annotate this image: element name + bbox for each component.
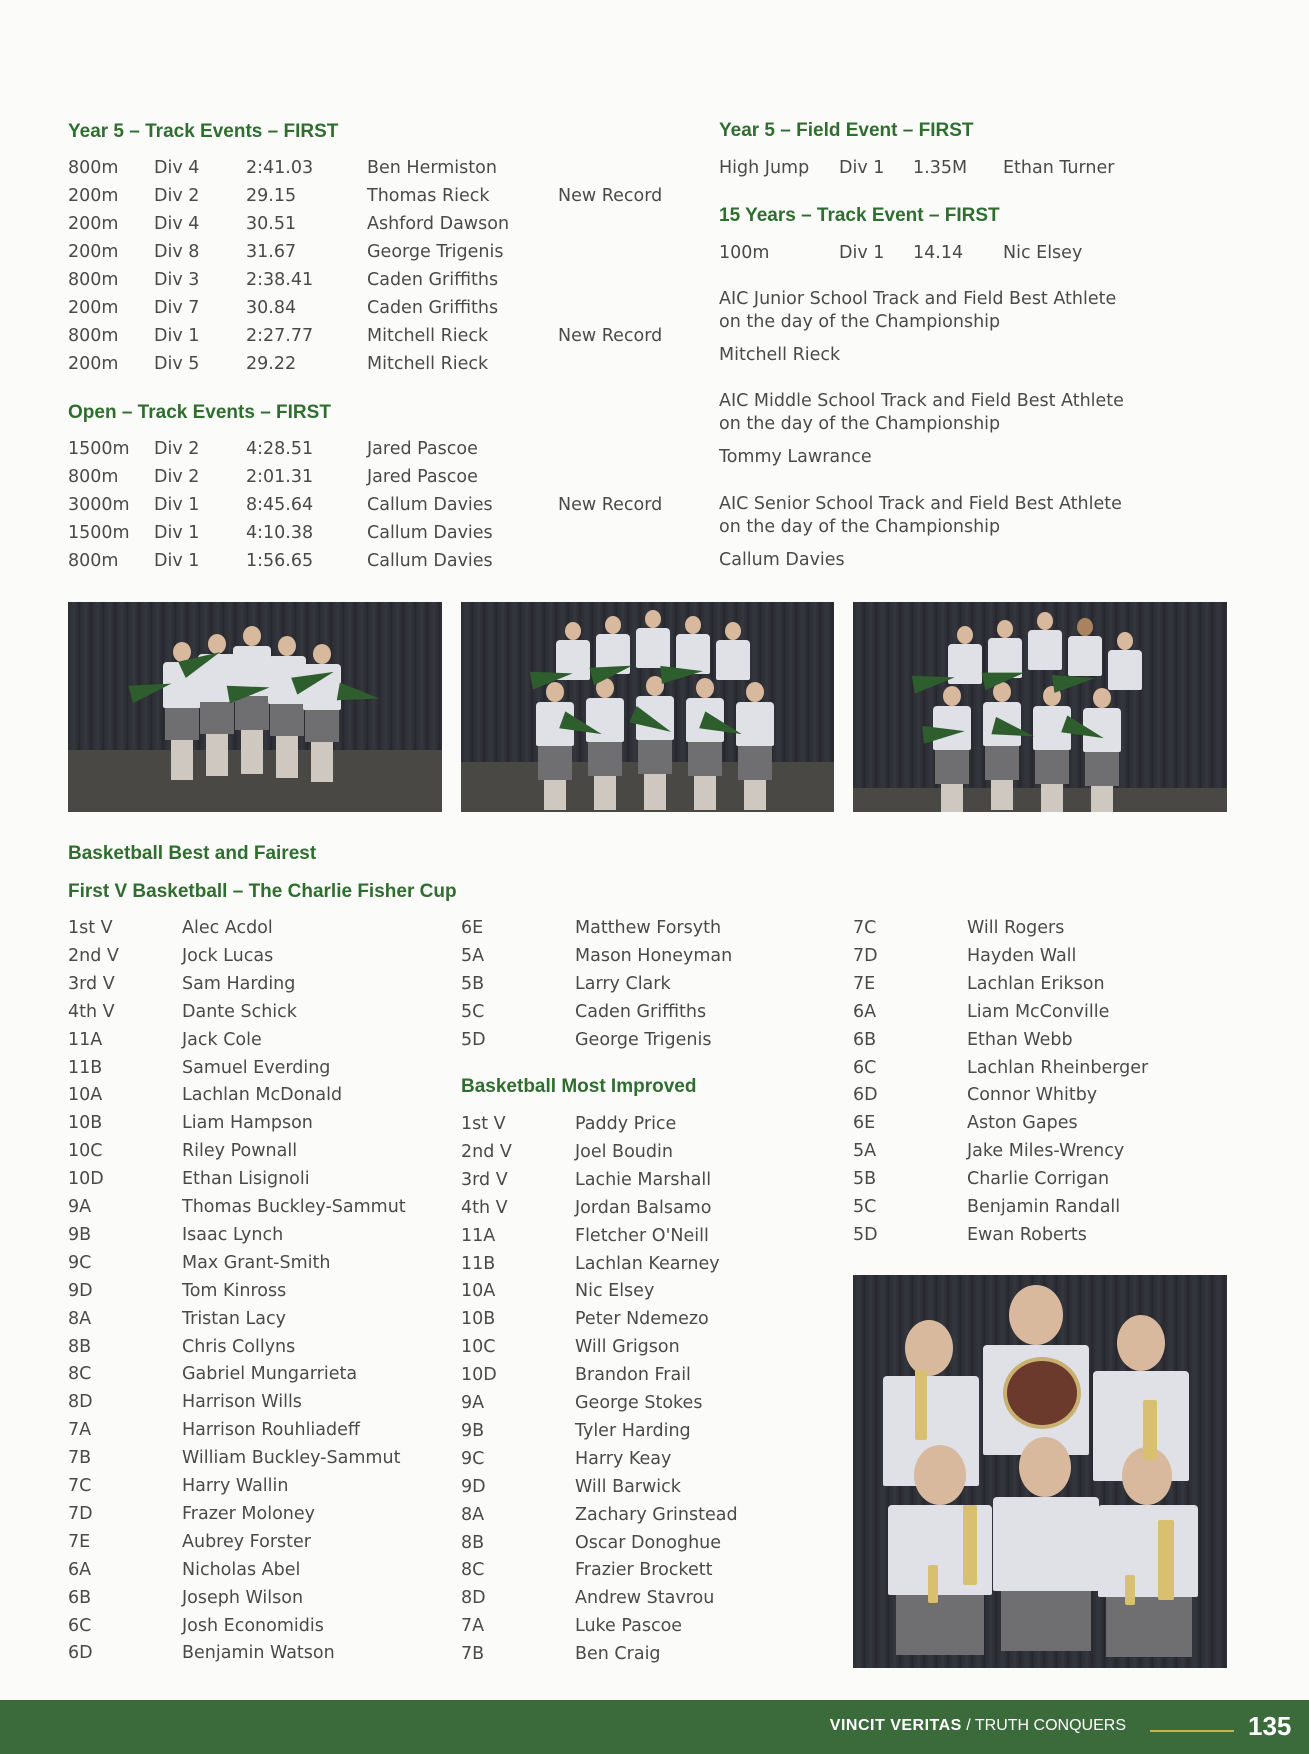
team-cell: 8A <box>68 1308 92 1329</box>
team-cell: 9D <box>461 1476 486 1497</box>
name-cell: Frazer Moloney <box>182 1503 316 1524</box>
name-cell: Jared Pascoe <box>367 467 478 487</box>
name-cell: Isaac Lynch <box>182 1224 284 1245</box>
div-cell: Div 5 <box>154 354 200 374</box>
team-cell: 11A <box>461 1225 496 1246</box>
name-cell: Ethan Turner <box>1003 158 1115 178</box>
div-cell: Div 1 <box>154 551 200 571</box>
charlie-fisher-cup-heading: First V Basketball – The Charlie Fisher Cup <box>68 881 457 902</box>
name-cell: Jake Miles-Wrency <box>967 1141 1125 1162</box>
most-improved-heading: Basketball Most Improved <box>461 1076 697 1097</box>
time-cell: 4:28.51 <box>246 439 314 459</box>
name-cell: Lachlan Rheinberger <box>967 1057 1149 1078</box>
name-cell: Max Grant-Smith <box>182 1252 331 1273</box>
name-cell: Callum Davies <box>367 523 493 543</box>
name-cell: Zachary Grinstead <box>575 1504 738 1525</box>
team-cell: 10A <box>68 1085 103 1106</box>
team-cell: 5A <box>461 945 485 966</box>
name-cell: Riley Pownall <box>182 1141 298 1162</box>
name-cell: Jack Cole <box>182 1029 262 1050</box>
middle-best-athlete-title-1: AIC Middle School Track and Field Best Athlete <box>719 391 1124 411</box>
name-cell: Ethan Webb <box>967 1029 1073 1050</box>
name-cell: Mitchell Rieck <box>367 354 489 374</box>
div-cell: Div 1 <box>154 523 200 543</box>
name-cell: Caden Griffiths <box>367 270 499 290</box>
name-cell: Nic Elsey <box>1003 243 1083 263</box>
team-cell: 10B <box>68 1113 103 1134</box>
team-cell: 6B <box>68 1587 92 1608</box>
team-cell: 9A <box>461 1393 485 1413</box>
time-cell: 2:41.03 <box>246 158 314 178</box>
note-cell: New Record <box>558 326 663 346</box>
time-cell: 2:27.77 <box>246 326 314 346</box>
team-cell: 4th V <box>68 1001 115 1022</box>
name-cell: Josh Economidis <box>182 1615 324 1636</box>
page-number: 135 <box>1248 1711 1292 1741</box>
name-cell: Tom Kinross <box>182 1280 287 1301</box>
year5-field-heading: Year 5 – Field Event – FIRST <box>719 120 974 141</box>
senior-best-athlete-title-1: AIC Senior School Track and Field Best Athlete <box>719 494 1122 514</box>
team-cell: 3rd V <box>461 1169 508 1190</box>
team-cell: 9C <box>68 1252 92 1273</box>
name-cell: Will Rogers <box>967 918 1065 938</box>
team-cell: 10B <box>461 1309 496 1330</box>
name-cell: Thomas Buckley-Sammut <box>182 1197 406 1217</box>
team-photo-pennants-2 <box>461 602 834 812</box>
name-cell: Peter Ndemezo <box>575 1309 709 1330</box>
name-cell: Tristan Lacy <box>182 1308 286 1329</box>
event-cell: 1500m <box>68 523 130 543</box>
name-cell: Matthew Forsyth <box>575 918 722 938</box>
team-cell: 6A <box>853 1001 877 1022</box>
name-cell: Caden Griffiths <box>575 1001 707 1022</box>
team-cell: 1st V <box>68 918 113 938</box>
senior-best-athlete-title-2: on the day of the Championship <box>719 517 1001 537</box>
name-cell: Charlie Corrigan <box>967 1169 1110 1190</box>
team-cell: 5D <box>853 1224 878 1245</box>
team-cell: 5A <box>853 1141 877 1162</box>
trophy-icon <box>1143 1400 1157 1460</box>
div-cell: Div 1 <box>839 158 885 178</box>
name-cell: Benjamin Randall <box>967 1197 1121 1217</box>
name-cell: Will Barwick <box>575 1476 681 1497</box>
time-cell: 4:10.38 <box>246 523 314 543</box>
name-cell: Jock Lucas <box>182 945 274 966</box>
time-cell: 29.15 <box>246 186 297 206</box>
team-cell: 9C <box>461 1448 485 1469</box>
open-track-heading: Open – Track Events – FIRST <box>68 402 331 423</box>
name-cell: Tyler Harding <box>575 1420 691 1441</box>
team-cell: 8A <box>461 1504 485 1525</box>
time-cell: 2:01.31 <box>246 467 314 487</box>
div-cell: Div 4 <box>154 214 200 234</box>
trophy-icon <box>963 1505 977 1585</box>
name-cell: Callum Davies <box>367 495 493 515</box>
note-cell: New Record <box>558 495 663 515</box>
middle-best-athlete-title-2: on the day of the Championship <box>719 414 1001 434</box>
team-cell: 10A <box>461 1281 496 1302</box>
name-cell: Harrison Wills <box>182 1392 302 1413</box>
name-cell: Aubrey Forster <box>182 1531 311 1552</box>
senior-best-athlete-name: Callum Davies <box>719 550 845 570</box>
team-cell: 6A <box>68 1559 92 1580</box>
team-cell: 8B <box>68 1336 92 1357</box>
team-cell: 8D <box>461 1588 486 1609</box>
event-cell: 200m <box>68 186 119 206</box>
team-cell: 9B <box>68 1224 92 1245</box>
team-cell: 10D <box>68 1169 104 1190</box>
name-cell: Mason Honeyman <box>575 945 733 966</box>
div-cell: Div 2 <box>154 467 200 487</box>
team-cell: 7A <box>68 1420 92 1441</box>
junior-best-athlete-title-1: AIC Junior School Track and Field Best Athlete <box>719 289 1117 309</box>
team-cell: 10C <box>461 1337 496 1358</box>
div-cell: Div 8 <box>154 242 200 262</box>
name-cell: Jared Pascoe <box>367 439 478 459</box>
team-cell: 10C <box>68 1141 103 1162</box>
team-cell: 11B <box>461 1253 496 1274</box>
trophy-icon <box>1158 1520 1174 1600</box>
div-cell: Div 2 <box>154 439 200 459</box>
team-cell: 6C <box>853 1057 877 1078</box>
note-cell: New Record <box>558 186 663 206</box>
middle-best-athlete-name: Tommy Lawrance <box>719 447 872 467</box>
div-cell: Div 1 <box>154 326 200 346</box>
event-cell: 1500m <box>68 439 130 459</box>
footer-divider <box>1150 1730 1234 1732</box>
name-cell: Joel Boudin <box>575 1141 673 1162</box>
team-cell: 7C <box>68 1476 92 1496</box>
time-cell: 2:38.41 <box>246 270 314 290</box>
event-cell: 800m <box>68 326 119 346</box>
name-cell: George Stokes <box>575 1393 703 1413</box>
time-cell: 29.22 <box>246 354 297 374</box>
name-cell: Oscar Donoghue <box>575 1532 722 1553</box>
name-cell: Thomas Rieck <box>367 186 490 206</box>
div-cell: Div 3 <box>154 270 200 290</box>
junior-best-athlete-title-2: on the day of the Championship <box>719 312 1001 332</box>
trophy-icon <box>1125 1575 1135 1605</box>
event-cell: 3000m <box>68 495 130 515</box>
team-cell: 9B <box>461 1420 485 1441</box>
team-cell: 7B <box>68 1448 92 1469</box>
team-cell: 7B <box>461 1644 485 1665</box>
team-cell: 6D <box>68 1643 93 1664</box>
team-cell: 1st V <box>461 1114 506 1134</box>
team-cell: 9A <box>68 1197 92 1217</box>
team-cell: 7A <box>461 1616 485 1637</box>
name-cell: Lachlan Erikson <box>967 973 1105 994</box>
team-cell: 8C <box>68 1364 92 1385</box>
div-cell: Div 2 <box>154 186 200 206</box>
team-cell: 7C <box>853 918 877 938</box>
result-cell: 1.35M <box>913 158 968 178</box>
shield-trophy-icon <box>1003 1357 1081 1429</box>
team-cell: 10D <box>461 1365 497 1386</box>
name-cell: Lachlan Kearney <box>575 1253 720 1274</box>
team-cell: 6B <box>853 1029 877 1050</box>
name-cell: Harrison Rouhliadeff <box>182 1420 360 1441</box>
time-cell: 1:56.65 <box>246 551 314 571</box>
event-cell: 200m <box>68 298 119 318</box>
time-cell: 30.84 <box>246 298 297 318</box>
time-cell: 30.51 <box>246 214 297 234</box>
team-cell: 11A <box>68 1029 103 1050</box>
year5-track-heading: Year 5 – Track Events – FIRST <box>68 121 339 142</box>
years15-track-heading: 15 Years – Track Event – FIRST <box>719 205 1000 226</box>
name-cell: Nic Elsey <box>575 1281 655 1302</box>
name-cell: Ethan Lisignoli <box>182 1169 310 1190</box>
team-cell: 4th V <box>461 1197 508 1218</box>
name-cell: Ben Craig <box>575 1644 661 1665</box>
team-cell: 5C <box>461 1001 485 1022</box>
name-cell: Connor Whitby <box>967 1085 1098 1106</box>
trophy-icon <box>915 1370 927 1440</box>
name-cell: Ben Hermiston <box>367 158 497 178</box>
team-cell: 6D <box>853 1085 878 1106</box>
name-cell: Alec Acdol <box>182 918 273 938</box>
team-cell: 8B <box>461 1532 485 1553</box>
name-cell: Aston Gapes <box>967 1113 1078 1134</box>
name-cell: Nicholas Abel <box>182 1559 301 1580</box>
team-cell: 7D <box>853 945 878 966</box>
name-cell: George Trigenis <box>575 1029 712 1050</box>
name-cell: Mitchell Rieck <box>367 326 489 346</box>
name-cell: Larry Clark <box>575 973 671 994</box>
name-cell: Harry Wallin <box>182 1476 289 1496</box>
motto-rest: / TRUTH CONQUERS <box>961 1717 1126 1734</box>
junior-best-athlete-name: Mitchell Rieck <box>719 345 841 365</box>
event-cell: 200m <box>68 354 119 374</box>
div-cell: Div 1 <box>839 243 885 263</box>
name-cell: Samuel Everding <box>182 1057 331 1078</box>
team-cell: 7D <box>68 1503 93 1524</box>
name-cell: Luke Pascoe <box>575 1616 683 1637</box>
team-cell: 5C <box>853 1197 877 1217</box>
trophy-icon <box>928 1565 938 1603</box>
school-motto <box>830 1717 1126 1735</box>
event-cell: 100m <box>719 243 770 263</box>
name-cell: Harry Keay <box>575 1448 672 1469</box>
name-cell: Chris Collyns <box>182 1336 296 1357</box>
page-footer <box>0 1700 1309 1754</box>
team-cell: 9D <box>68 1280 93 1301</box>
team-cell: 11B <box>68 1057 103 1078</box>
event-cell: 200m <box>68 214 119 234</box>
name-cell: Will Grigson <box>575 1337 680 1358</box>
name-cell: Andrew Stavrou <box>575 1588 715 1609</box>
name-cell: Jordan Balsamo <box>575 1197 712 1218</box>
name-cell: Frazier Brockett <box>575 1560 713 1581</box>
name-cell: Fletcher O'Neill <box>575 1225 709 1246</box>
event-cell: 800m <box>68 551 119 571</box>
trophy-winners-photo <box>853 1275 1227 1668</box>
basketball-best-fairest-heading: Basketball Best and Fairest <box>68 843 317 864</box>
team-cell: 6E <box>461 918 484 938</box>
team-cell: 7E <box>853 973 876 994</box>
name-cell: Liam McConville <box>967 1001 1110 1022</box>
event-cell: 800m <box>68 270 119 290</box>
event-cell: 800m <box>68 158 119 178</box>
name-cell: Benjamin Watson <box>182 1643 335 1664</box>
team-cell: 5B <box>461 973 485 994</box>
team-cell: 5B <box>853 1169 877 1190</box>
div-cell: Div 4 <box>154 158 200 178</box>
team-cell: 8D <box>68 1392 93 1413</box>
name-cell: Gabriel Mungarrieta <box>182 1364 358 1385</box>
team-cell: 3rd V <box>68 973 115 994</box>
time-cell: 31.67 <box>246 242 297 262</box>
name-cell: Caden Griffiths <box>367 298 499 318</box>
name-cell: Lachie Marshall <box>575 1169 712 1190</box>
team-cell: 2nd V <box>461 1141 512 1162</box>
name-cell: Hayden Wall <box>967 945 1077 966</box>
name-cell: Brandon Frail <box>575 1365 691 1386</box>
name-cell: George Trigenis <box>367 242 504 262</box>
team-cell: 6C <box>68 1615 92 1636</box>
name-cell: Ewan Roberts <box>967 1224 1087 1245</box>
event-cell: High Jump <box>719 158 810 178</box>
result-cell: 14.14 <box>913 243 964 263</box>
name-cell: William Buckley-Sammut <box>182 1448 401 1469</box>
team-cell: 8C <box>461 1560 485 1581</box>
div-cell: Div 7 <box>154 298 200 318</box>
team-cell: 5D <box>461 1029 486 1050</box>
name-cell: Sam Harding <box>182 973 296 994</box>
name-cell: Paddy Price <box>575 1114 677 1134</box>
name-cell: Liam Hampson <box>182 1113 313 1134</box>
name-cell: Joseph Wilson <box>182 1587 304 1608</box>
name-cell: Dante Schick <box>182 1001 297 1022</box>
motto-bold: VINCIT VERITAS <box>829 1717 962 1734</box>
team-cell: 6E <box>853 1113 876 1134</box>
event-cell: 200m <box>68 242 119 262</box>
team-cell: 7E <box>68 1531 91 1552</box>
time-cell: 8:45.64 <box>246 495 314 515</box>
name-cell: Ashford Dawson <box>367 214 510 234</box>
team-cell: 2nd V <box>68 945 119 966</box>
event-cell: 800m <box>68 467 119 487</box>
div-cell: Div 1 <box>154 495 200 515</box>
name-cell: Callum Davies <box>367 551 493 571</box>
team-photo-pennants-3 <box>853 602 1227 812</box>
team-photo-pennants-1 <box>68 602 442 812</box>
name-cell: Lachlan McDonald <box>182 1085 343 1106</box>
